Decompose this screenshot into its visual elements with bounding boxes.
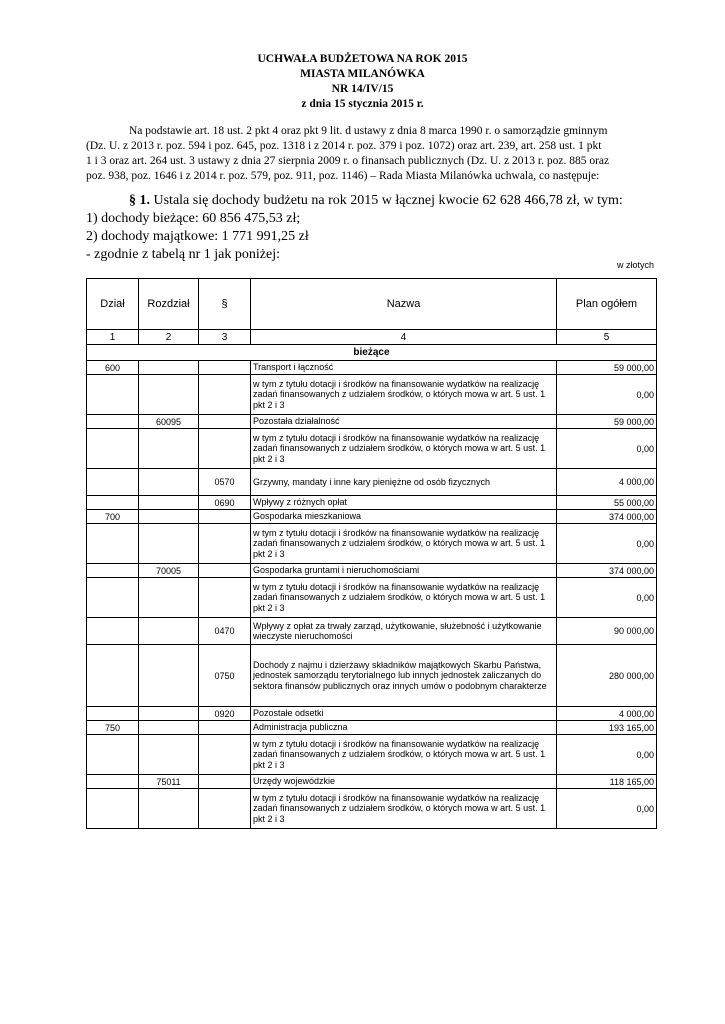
cell-paragraf bbox=[199, 415, 251, 429]
paragraph-1 bbox=[86, 192, 686, 264]
cell-dzial bbox=[87, 735, 139, 775]
table-row bbox=[87, 789, 657, 829]
column-number: 3 bbox=[199, 330, 251, 345]
table-row bbox=[87, 524, 657, 564]
cell-paragraf bbox=[199, 524, 251, 564]
cell-nazwa: Gospodarka mieszkaniowa bbox=[251, 510, 557, 524]
column-number: 4 bbox=[251, 330, 557, 345]
cell-plan: 374 000,00 bbox=[557, 564, 657, 578]
cell-nazwa: w tym z tytułu dotacji i środków na finansowanie wydatków na realizację zadań finansowanych z udziałem środków, o których mowa w art. 5 ust. 1 pkt 2 i 3 bbox=[251, 375, 557, 415]
cell-rozdzial bbox=[139, 578, 199, 618]
cell-plan: 0,00 bbox=[557, 524, 657, 564]
cell-dzial bbox=[87, 564, 139, 578]
document-title bbox=[0, 52, 725, 112]
table-row bbox=[87, 361, 657, 375]
cell-dzial bbox=[87, 415, 139, 429]
cell-rozdzial bbox=[139, 524, 199, 564]
cell-paragraf bbox=[199, 564, 251, 578]
section-row bbox=[87, 345, 657, 361]
table-row bbox=[87, 510, 657, 524]
header-nazwa: Nazwa bbox=[251, 279, 557, 330]
paragraph-1-text: Ustala się dochody budżetu na rok 2015 w łącznej kwocie 62 628 466,78 zł, w tym: bbox=[150, 193, 623, 208]
column-number: 5 bbox=[557, 330, 657, 345]
cell-paragraf: 0470 bbox=[199, 618, 251, 645]
cell-nazwa: Gospodarka gruntami i nieruchomościami bbox=[251, 564, 557, 578]
cell-plan: 280 000,00 bbox=[557, 645, 657, 707]
table-row bbox=[87, 775, 657, 789]
cell-paragraf bbox=[199, 775, 251, 789]
table-row bbox=[87, 707, 657, 721]
header-paragraf: § bbox=[199, 279, 251, 330]
cell-dzial bbox=[87, 618, 139, 645]
cell-nazwa: w tym z tytułu dotacji i środków na finansowanie wydatków na realizację zadań finansowanych z udziałem środków, o których mowa w art. 5 ust. 1 pkt 2 i 3 bbox=[251, 524, 557, 564]
cell-plan: 374 000,00 bbox=[557, 510, 657, 524]
cell-rozdzial: 70005 bbox=[139, 564, 199, 578]
table-row bbox=[87, 375, 657, 415]
cell-paragraf bbox=[199, 721, 251, 735]
cell-nazwa: w tym z tytułu dotacji i środków na finansowanie wydatków na realizację zadań finansowanych z udziałem środków, o których mowa w art. 5 ust. 1 pkt 2 i 3 bbox=[251, 789, 557, 829]
cell-nazwa: Grzywny, mandaty i inne kary pieniężne od osób fizycznych bbox=[251, 469, 557, 496]
cell-rozdzial bbox=[139, 789, 199, 829]
table-body bbox=[87, 361, 657, 829]
cell-nazwa: Wpływy z różnych opłat bbox=[251, 496, 557, 510]
cell-rozdzial: 60095 bbox=[139, 415, 199, 429]
cell-plan: 4 000,00 bbox=[557, 469, 657, 496]
cell-plan: 0,00 bbox=[557, 578, 657, 618]
table-row bbox=[87, 645, 657, 707]
cell-plan: 55 000,00 bbox=[557, 496, 657, 510]
cell-rozdzial bbox=[139, 496, 199, 510]
intro-line: 1 i 3 oraz art. 264 ust. 3 ustawy z dnia 27 sierpnia 2009 r. o finansach publicznych (Dz. U. z 2013 r. poz. 885 oraz bbox=[86, 155, 610, 167]
cell-paragraf bbox=[199, 789, 251, 829]
paragraph-1-line-4: - zgodnie z tabelą nr 1 jak poniżej: bbox=[86, 247, 280, 262]
cell-paragraf: 0570 bbox=[199, 469, 251, 496]
table-header-row bbox=[87, 279, 657, 330]
header-plan: Plan ogółem bbox=[557, 279, 657, 330]
header-dzial: Dział bbox=[87, 279, 139, 330]
table-row bbox=[87, 578, 657, 618]
intro-line: poz. 938, poz. 1646 i z 2014 r. poz. 579, poz. 911, poz. 1146) – Rada Miasta Milanówka uchwala, co następuje: bbox=[86, 170, 600, 182]
cell-rozdzial bbox=[139, 361, 199, 375]
cell-nazwa: Administracja publiczna bbox=[251, 721, 557, 735]
header-rozdzial: Rozdział bbox=[139, 279, 199, 330]
cell-nazwa: Transport i łączność bbox=[251, 361, 557, 375]
cell-plan: 0,00 bbox=[557, 789, 657, 829]
paragraph-1-line-1 bbox=[86, 192, 686, 210]
cell-paragraf bbox=[199, 375, 251, 415]
paragraph-mark: § 1. bbox=[129, 193, 150, 208]
table-row bbox=[87, 496, 657, 510]
income-table bbox=[86, 278, 657, 829]
cell-rozdzial bbox=[139, 618, 199, 645]
cell-dzial bbox=[87, 524, 139, 564]
cell-nazwa: Wpływy z opłat za trwały zarząd, użytkowanie, służebność i użytkowanie wieczyste nieruchomości bbox=[251, 618, 557, 645]
cell-paragraf bbox=[199, 429, 251, 469]
cell-rozdzial bbox=[139, 469, 199, 496]
cell-plan: 90 000,00 bbox=[557, 618, 657, 645]
cell-plan: 59 000,00 bbox=[557, 361, 657, 375]
cell-rozdzial bbox=[139, 510, 199, 524]
column-number: 2 bbox=[139, 330, 199, 345]
paragraph-1-line-2: 1) dochody bieżące: 60 856 475,53 zł; bbox=[86, 211, 301, 226]
cell-rozdzial: 75011 bbox=[139, 775, 199, 789]
cell-rozdzial bbox=[139, 707, 199, 721]
cell-paragraf: 0920 bbox=[199, 707, 251, 721]
cell-nazwa: Urzędy wojewódzkie bbox=[251, 775, 557, 789]
cell-plan: 0,00 bbox=[557, 429, 657, 469]
cell-nazwa: w tym z tytułu dotacji i środków na finansowanie wydatków na realizację zadań finansowanych z udziałem środków, o których mowa w art. 5 ust. 1 pkt 2 i 3 bbox=[251, 578, 557, 618]
column-number-row bbox=[87, 330, 657, 345]
cell-dzial: 700 bbox=[87, 510, 139, 524]
cell-plan: 118 165,00 bbox=[557, 775, 657, 789]
cell-paragraf bbox=[199, 510, 251, 524]
cell-nazwa: Pozostałe odsetki bbox=[251, 707, 557, 721]
title-line-2: MIASTA MILANÓWKA bbox=[300, 68, 425, 80]
cell-dzial bbox=[87, 496, 139, 510]
cell-dzial bbox=[87, 429, 139, 469]
section-label: bieżące bbox=[87, 345, 657, 361]
cell-nazwa: Pozostała działalność bbox=[251, 415, 557, 429]
cell-paragraf bbox=[199, 735, 251, 775]
cell-nazwa: w tym z tytułu dotacji i środków na finansowanie wydatków na realizację zadań finansowanych z udziałem środków, o których mowa w art. 5 ust. 1 pkt 2 i 3 bbox=[251, 429, 557, 469]
table-row bbox=[87, 618, 657, 645]
cell-plan: 59 000,00 bbox=[557, 415, 657, 429]
unit-label: w złotych bbox=[616, 260, 654, 270]
cell-paragraf: 0750 bbox=[199, 645, 251, 707]
cell-rozdzial bbox=[139, 429, 199, 469]
table-row bbox=[87, 415, 657, 429]
cell-plan: 0,00 bbox=[557, 735, 657, 775]
cell-paragraf bbox=[199, 361, 251, 375]
cell-plan: 4 000,00 bbox=[557, 707, 657, 721]
title-line-1: UCHWAŁA BUDŻETOWA NA ROK 2015 bbox=[257, 53, 468, 65]
cell-dzial bbox=[87, 469, 139, 496]
cell-dzial bbox=[87, 789, 139, 829]
table-row bbox=[87, 721, 657, 735]
paragraph-1-line-3: 2) dochody majątkowe: 1 771 991,25 zł bbox=[86, 229, 309, 244]
cell-rozdzial bbox=[139, 735, 199, 775]
cell-plan: 0,00 bbox=[557, 375, 657, 415]
cell-nazwa: Dochody z najmu i dzierżawy składników majątkowych Skarbu Państwa, jednostek samorządu terytorialnego lub innych jednostek zaliczanych do sektora finansów publicznych oraz innych umów o podobnym charakterze bbox=[251, 645, 557, 707]
cell-paragraf: 0690 bbox=[199, 496, 251, 510]
cell-dzial: 600 bbox=[87, 361, 139, 375]
cell-paragraf bbox=[199, 578, 251, 618]
title-line-3: NR 14/IV/15 bbox=[331, 83, 394, 95]
cell-dzial bbox=[87, 645, 139, 707]
cell-plan: 193 165,00 bbox=[557, 721, 657, 735]
cell-dzial bbox=[87, 578, 139, 618]
title-line-4: z dnia 15 stycznia 2015 r. bbox=[301, 98, 424, 110]
cell-dzial bbox=[87, 375, 139, 415]
cell-dzial bbox=[87, 775, 139, 789]
cell-dzial: 750 bbox=[87, 721, 139, 735]
table-row bbox=[87, 429, 657, 469]
legal-basis-paragraph bbox=[86, 124, 658, 184]
table-row bbox=[87, 469, 657, 496]
column-number: 1 bbox=[87, 330, 139, 345]
cell-dzial bbox=[87, 707, 139, 721]
cell-rozdzial bbox=[139, 375, 199, 415]
table-row bbox=[87, 564, 657, 578]
intro-line: Na podstawie art. 18 ust. 2 pkt 4 oraz pkt 9 lit. d ustawy z dnia 8 marca 1990 r. o samorządzie gminnym bbox=[129, 125, 608, 137]
cell-rozdzial bbox=[139, 645, 199, 707]
table-row bbox=[87, 735, 657, 775]
cell-nazwa: w tym z tytułu dotacji i środków na finansowanie wydatków na realizację zadań finansowanych z udziałem środków, o których mowa w art. 5 ust. 1 pkt 2 i 3 bbox=[251, 735, 557, 775]
intro-line: (Dz. U. z 2013 r. poz. 594 i poz. 645, poz. 1318 i z 2014 r. poz. 379 i poz. 1072) oraz art. 239, art. 258 ust. 1 pkt bbox=[86, 140, 602, 152]
cell-rozdzial bbox=[139, 721, 199, 735]
